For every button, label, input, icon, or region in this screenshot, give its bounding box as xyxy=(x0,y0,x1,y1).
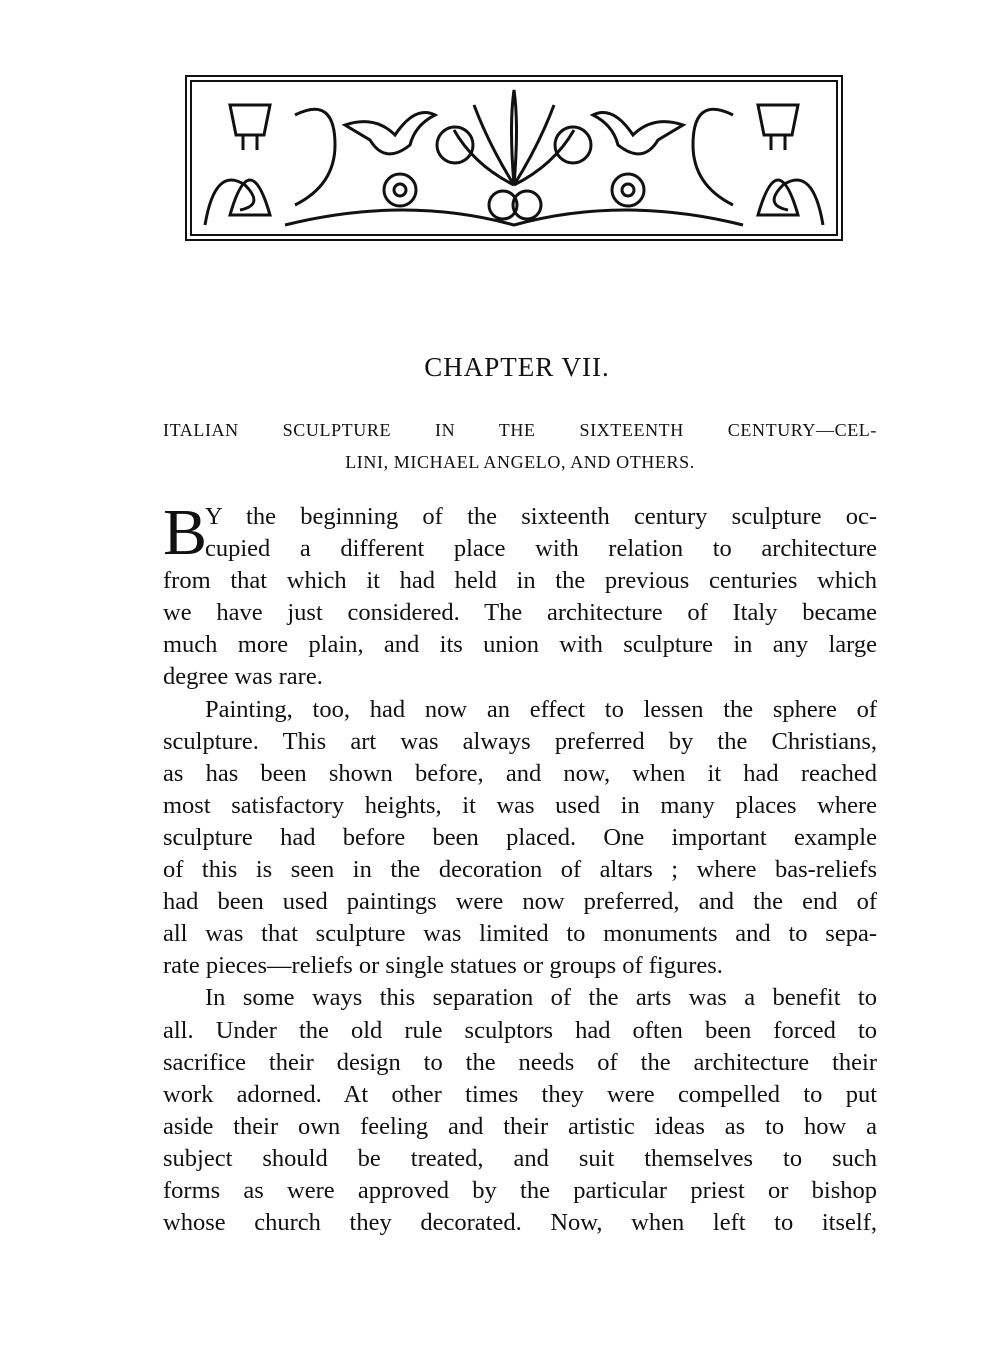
text-line: sculpture. This art was always preferred by the Christians, xyxy=(163,727,877,755)
text-line: all. Under the old rule sculptors had often been forced to xyxy=(163,1016,877,1044)
text-line: Y the beginning of the sixteenth century sculpture oc- xyxy=(205,503,877,530)
text-line: rate pieces—reliefs or single statues or groups of figures. xyxy=(163,952,723,980)
text-line: aside their own feeling and their artistic ideas as to how a xyxy=(163,1112,877,1140)
text-line: we have just considered. The architecture of Italy became xyxy=(163,599,877,627)
text-line: work adorned. At other times they were compelled to put xyxy=(163,1080,877,1108)
text-line: subject should be treated, and suit themselves to such xyxy=(163,1144,877,1172)
ornamental-headpiece xyxy=(185,75,843,241)
text-line: In some ways this separation of the arts was a benefit to xyxy=(205,984,877,1012)
chapter-subtitle xyxy=(163,414,877,478)
text-line: Painting, too, had now an effect to lessen the sphere of xyxy=(205,695,877,723)
text-line: of this is seen in the decoration of altars ; where bas-reliefs xyxy=(163,856,877,884)
text-line: whose church they decorated. Now, when left to itself, xyxy=(163,1209,877,1237)
subtitle-line: LINI, MICHAEL ANGELO, AND OTHERS. xyxy=(345,452,695,472)
text-line: most satisfactory heights, it was used in many places where xyxy=(163,791,877,819)
text-line: forms as were approved by the particular priest or bishop xyxy=(163,1176,877,1204)
drop-cap: B xyxy=(163,496,208,569)
text-line: cupied a different place with relation to architecture xyxy=(205,535,877,563)
text-line: as has been shown before, and now, when it had reached xyxy=(163,759,877,787)
text-line: sculpture had before been placed. One important example xyxy=(163,823,877,851)
text-line: degree was rare. xyxy=(163,663,323,691)
body-text xyxy=(163,496,877,1239)
text-line: much more plain, and its union with sculpture in any large xyxy=(163,631,877,659)
text-line: sacrifice their design to the needs of the architecture their xyxy=(163,1048,877,1076)
text-line: from that which it had held in the previous centuries which xyxy=(163,567,877,595)
text-line: all was that sculpture was limited to monuments and to sepa- xyxy=(163,920,877,948)
text-line: had been used paintings were now preferred, and the end of xyxy=(163,888,877,916)
chapter-title: CHAPTER VII. xyxy=(424,352,610,382)
subtitle-line: ITALIAN SCULPTURE IN THE SIXTEENTH CENTURY—CEL- xyxy=(163,420,877,440)
